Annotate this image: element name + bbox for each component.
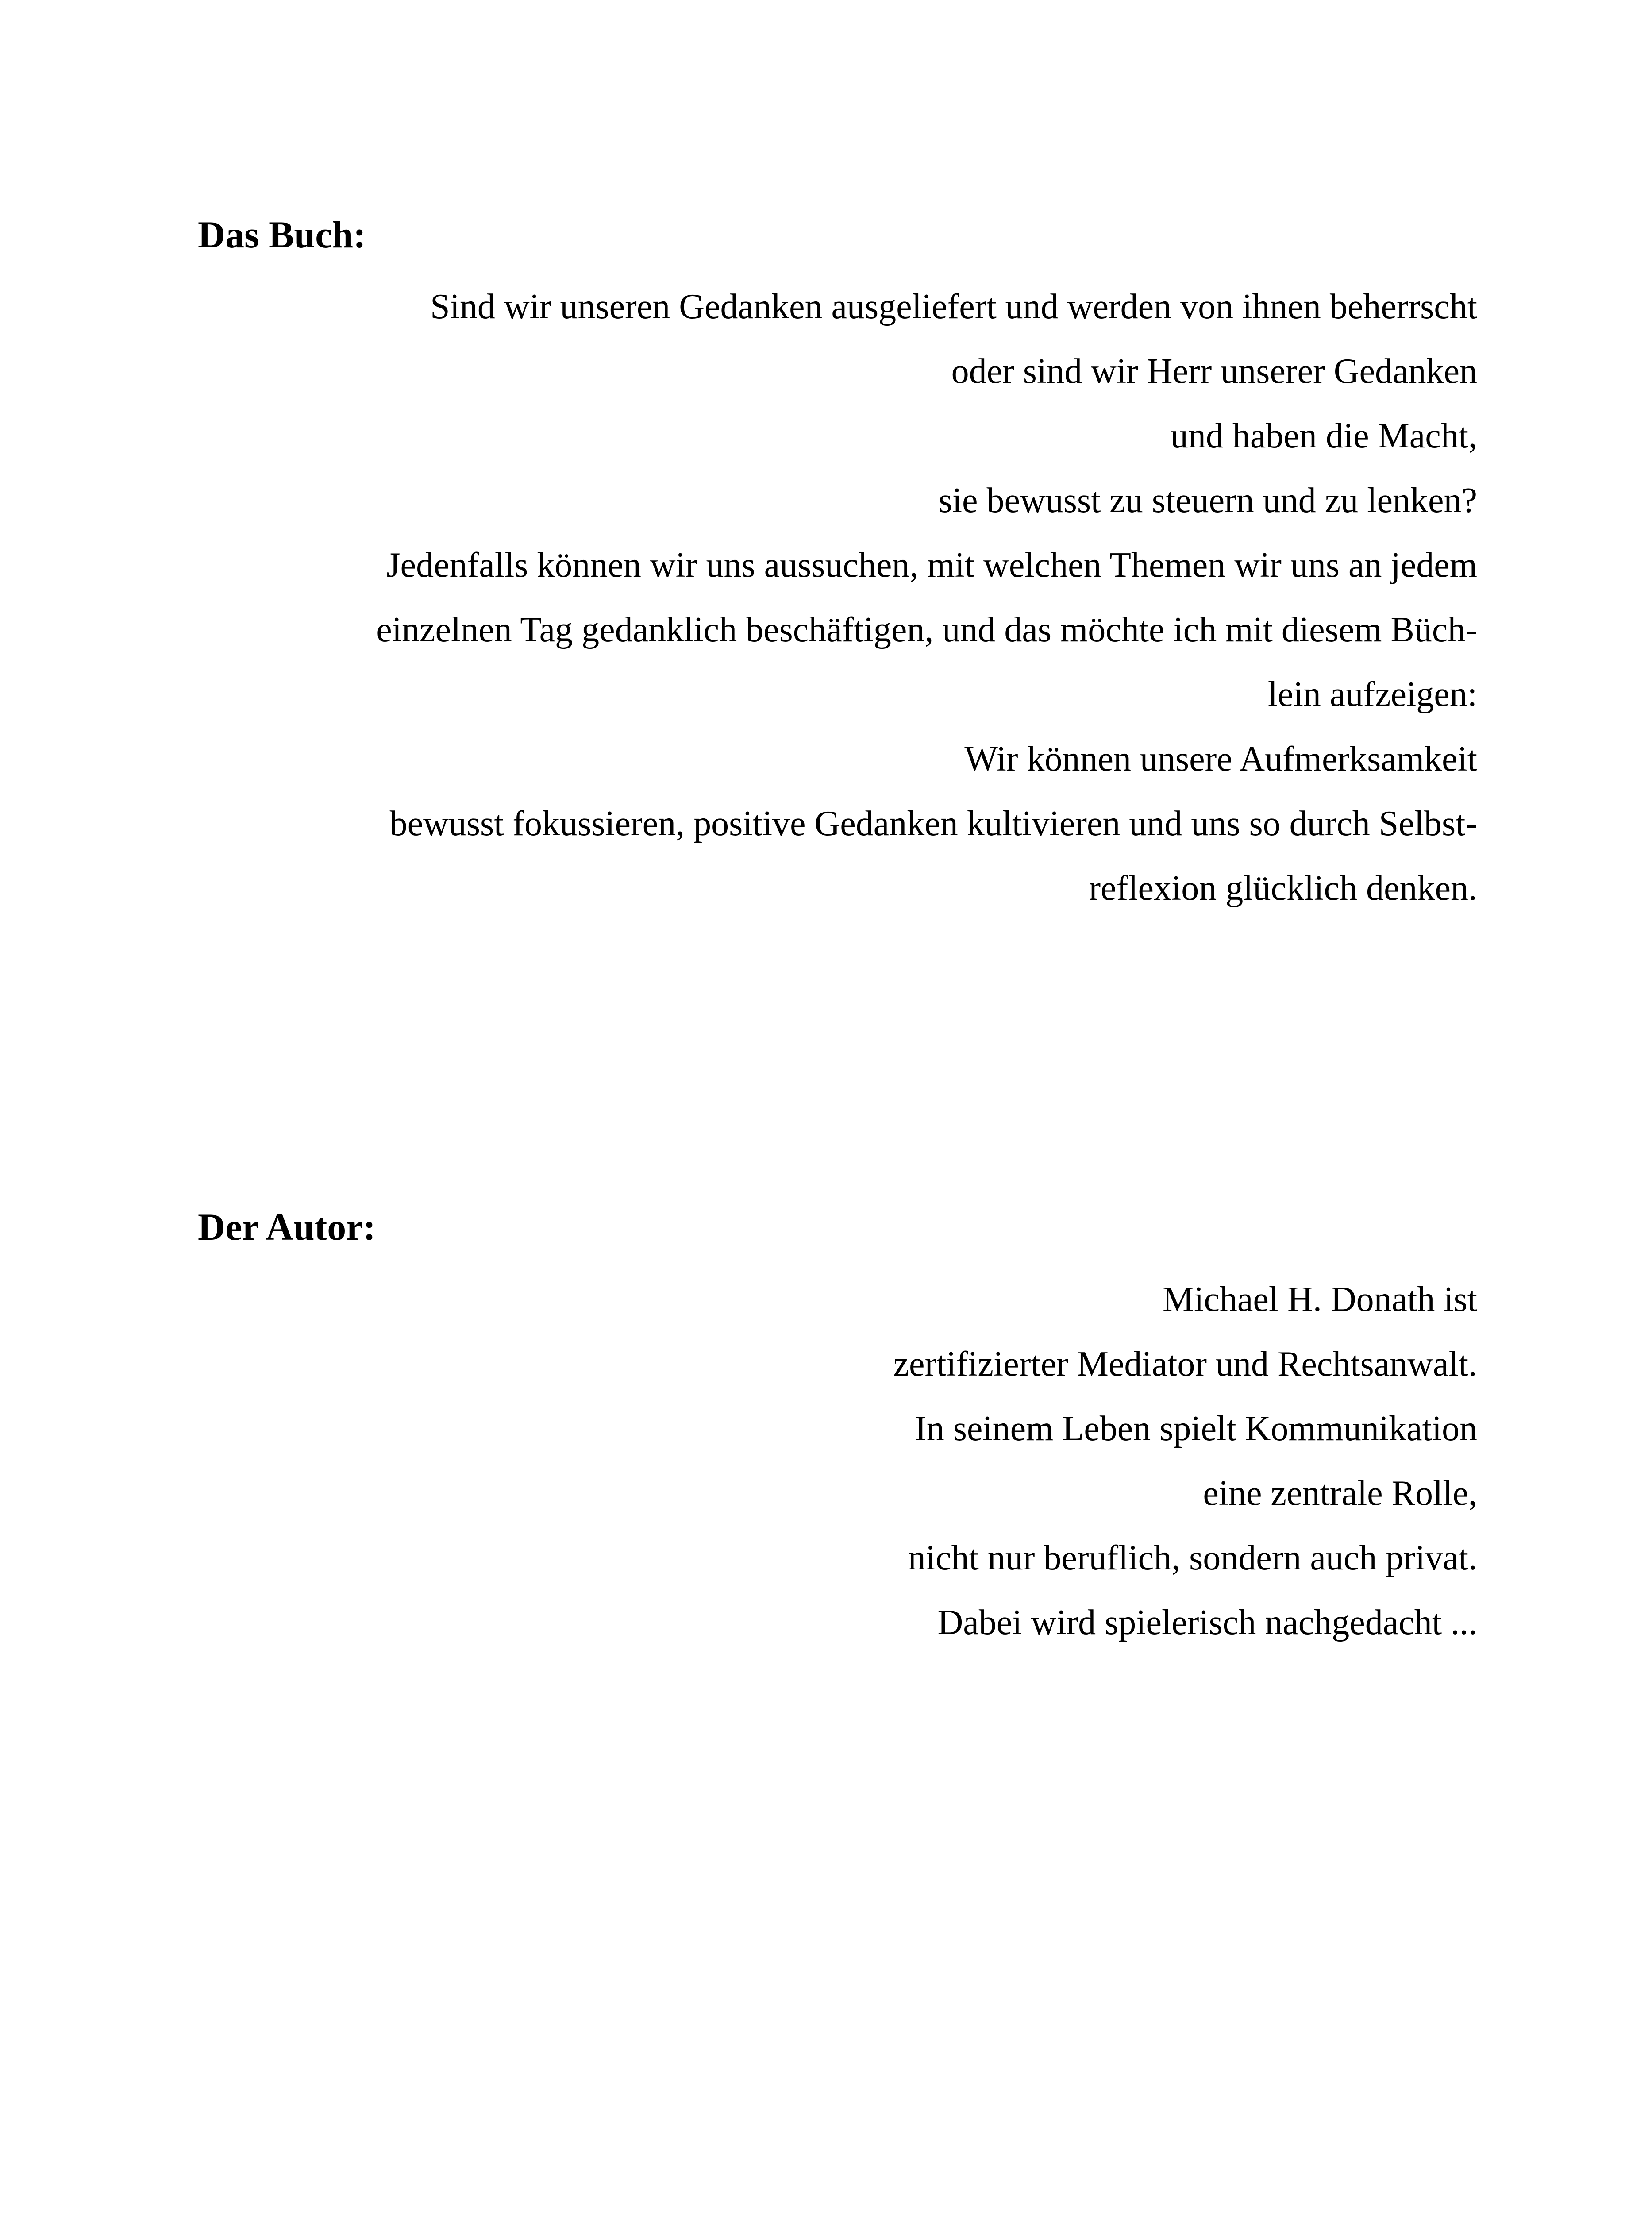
author-line: nicht nur beruflich, sondern auch privat.	[908, 1538, 1477, 1577]
author-line: zertifizierter Mediator und Rechtsanwalt.	[893, 1345, 1477, 1384]
book-line: einzelnen Tag gedanklich beschäftigen, und das möchte ich mit diesem Büch-	[376, 610, 1477, 649]
book-description	[150, 274, 1477, 921]
author-line: Dabei wird spielerisch nachgedacht ...	[937, 1603, 1477, 1642]
book-line: Sind wir unseren Gedanken ausgeliefert und werden von ihnen beherrscht	[430, 287, 1477, 326]
book-line: sie bewusst zu steuern und zu lenken?	[938, 481, 1477, 520]
book-line: reflexion glücklich denken.	[1089, 869, 1477, 908]
author-description	[150, 1267, 1477, 1655]
book-line: bewusst fokussieren, positive Gedanken kultivieren und uns so durch Selbst-	[389, 804, 1477, 843]
book-line: lein aufzeigen:	[1267, 675, 1477, 714]
book-line: und haben die Macht,	[1170, 416, 1477, 455]
book-line: Wir können unsere Aufmerksamkeit	[964, 740, 1477, 779]
author-line: In seinem Leben spielt Kommunikation	[915, 1409, 1477, 1448]
book-line: Jedenfalls können wir uns aussuchen, mit welchen Themen wir uns an jedem	[386, 546, 1477, 585]
author-heading: Der Autor:	[198, 1206, 376, 1248]
book-line: oder sind wir Herr unserer Gedanken	[951, 352, 1477, 391]
author-line: eine zentrale Rolle,	[1203, 1474, 1477, 1513]
author-line: Michael H. Donath ist	[1163, 1280, 1477, 1319]
book-heading: Das Buch:	[198, 213, 366, 256]
